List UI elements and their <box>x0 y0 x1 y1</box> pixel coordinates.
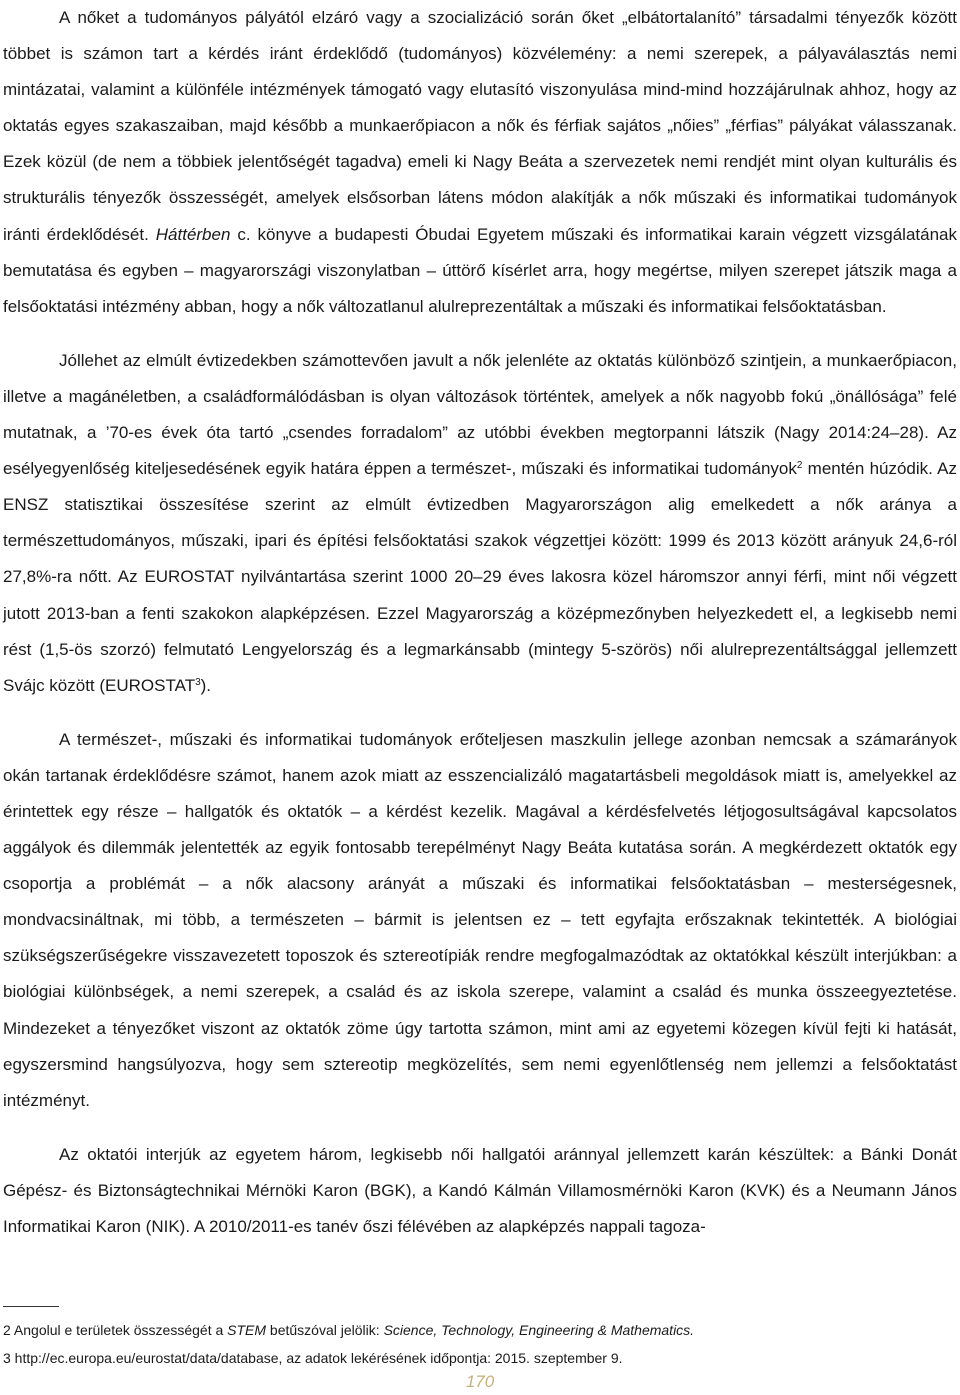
italic-text: Science, Technology, Engineering & Mathematics. <box>383 1322 695 1338</box>
italic-text: Háttérben <box>155 224 231 244</box>
footnote-marker: 2 <box>796 460 803 472</box>
text-run: 3 http://ec.europa.eu/eurostat/data/database, az adatok lekérésének időpontja: 2015. szeptember 9. <box>3 1350 623 1366</box>
text-run: A természet-, műszaki és informatikai tudományok erőteljesen maszkulin jellege azonban nemcsak a számarányok okán tartanak érdeklődésre számot, hanem azok miatt az esszencializáló magatartásbeli megoldások miatt is, amelyekkel az érintettek egy része – hallgatók és oktatók – a kérdést kezelik. Magával a kérdésfelvetés létjogosultságával kapcsolatos aggályok és dilemmák jelentették az egyik fontosabb terepélményt Nagy Beáta kutatása során. A megkérdezett oktatók egy csoportja a problémát – a nők alacsony arányát a műszaki és informatikai felsőoktatásban – mesterségesnek, mondvacsináltnak, mi több, a természeten – bármit is jelentsen ez – tett egyfajta erőszaknak tekintették. A biológiai szükségszerűségekre visszavezetett toposzok és sztereotípiák rendre megfogalmazódtak az oktatókkal készült interjúkban: a biológiai különbségek, a nemi szerepek, a család és az iskola szerepe, valamint a család és munka összeegyeztetése. Mindezeket a tényezőket viszont az oktatók zöme úgy tartotta számon, mint ami az egyetemi közegen kívül fejti ki hatását, egyszersmind hangsúlyozva, hogy sem sztereotip megközelítés, sem nemi egyenlőtlenség nem jellemzi a felsőoktatást intézményt. <box>3 729 957 1110</box>
paragraph-gap <box>3 325 957 343</box>
text-run: Jóllehet az elmúlt évtizedekben számottevően javult a nők jelenléte az oktatás különböző szintjein, a munkaerőpiacon, illetve a magánéletben, a családformálódásban is olyan változások történtek, amelyek a nők nagyobb fokú „önállósága” felé mutatnak, a ’70-es évek óta tartó „csendes forradalom” az utóbbi években megtorpanni látszik (Nagy 2014:24–28). Az esélyegyenlőség kiteljesedésének egyik határa éppen a természet-, műszaki és informatikai tudományok <box>3 350 957 479</box>
paragraph-4 <box>3 1137 957 1245</box>
paragraph-1 <box>3 0 957 325</box>
paragraph-gap <box>3 704 957 722</box>
text-run: betűszóval jelölik: <box>266 1322 384 1338</box>
italic-text: STEM <box>227 1322 267 1338</box>
text-run: c. könyve a budapesti Óbudai Egyetem műszaki és informatikai karain végzett vizsgálatának bemutatása és egyben – magyarországi viszonylatban – úttörő kísérlet arra, hogy megértse, milyen szerepet játszik maga a felsőoktatási intézmény abban, hogy a nők változatlanul alulreprezentáltak a műszaki és informatikai felsőoktatásban. <box>3 224 957 316</box>
page-number: 170 <box>465 1372 495 1391</box>
text-run: mentén húzódik. Az ENSZ statisztikai összesítése szerint az elmúlt évtizedben Magyarországon alig emelkedett a nők aránya a természettudományos, műszaki, ipari és építési felsőoktatási szakok végzettjei között: 1999 és 2013 között arányuk 24,6-ról 27,8%-ra nőtt. Az EUROSTAT nyilvántartása szerint 1000 20–29 éves lakosra közel háromszor annyi férfi, mint női végzett jutott 2013-ban a fenti szakokon alapképzésen. Ezzel Magyarország a középmezőnyben helyezkedett el, a legkisebb nemi rést (1,5-ös szorzó) felmutató Lengyelország és a legmarkánsabb (mintegy 5-szörös) női alulreprezentáltsággal jellemzett Svájc között (EUROSTAT <box>3 459 958 695</box>
footnote-3[interactable] <box>3 1344 957 1372</box>
text-run: 2 Angolul e területek összességét a <box>3 1322 228 1338</box>
page-body <box>3 0 957 1245</box>
paragraph-gap <box>3 1119 957 1137</box>
footnote-marker: 3 <box>195 676 201 688</box>
paragraph-3 <box>3 722 957 1119</box>
footnote-divider <box>3 1306 59 1307</box>
footnote-2 <box>3 1316 957 1344</box>
text-run: A nőket a tudományos pályától elzáró vagy a szocializáció során őket „elbátortalanító” társadalmi tényezők között többet is számon tart a kérdés iránt érdeklődő (tudományos) közvélemény: a nemi szerepek, a pályaválasztás nemi mintázatai, valamint a különféle intézmények támogató vagy elutasító viszonyulása mind-mind hozzájárulnak ahhoz, hogy az oktatás egyes szakaszaiban, majd később a munkaerőpiacon a nők és férfiak sajátos „nőies” „férfias” pályákat válasszanak. Ezek közül (de nem a többiek jelentőségét tagadva) emeli ki Nagy Beáta a szervezetek nemi rendjét mint olyan kulturális és strukturális tényezők összességét, amelyek elsősorban látens módon alakítják a nők műszaki és informatikai tudományok iránti érdeklődését. <box>3 8 957 244</box>
footnotes <box>3 1316 957 1372</box>
paragraph-2 <box>3 343 957 704</box>
text-run: Az oktatói interjúk az egyetem három, legkisebb női hallgatói aránnyal jellemzett karán készültek: a Bánki Donát Gépész- és Biztonságtechnikai Mérnöki Karon (BGK), a Kandó Kálmán Villamosmérnöki Karon (KVK) és a Neumann János Informatikai Karon (NIK). A 2010/2011-es tanév őszi félévében az alapképzés nappali tagoza- <box>3 1144 957 1236</box>
text-run: ). <box>200 675 212 695</box>
